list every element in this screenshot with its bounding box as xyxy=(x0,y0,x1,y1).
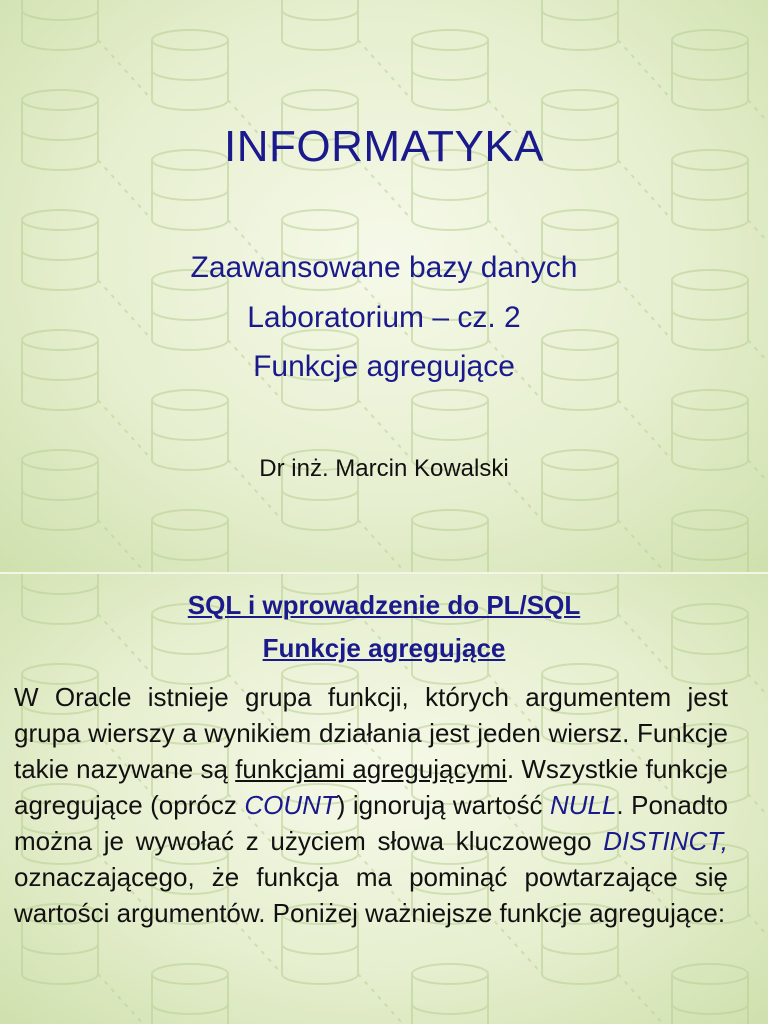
keyword-count: COUNT xyxy=(244,790,337,820)
text-run: W Oracle istnieje grupa funkcji, których argumentem jest grupa wierszy a wynikiem działania jest jeden wiersz. Funkcje takie nazywane są xyxy=(14,682,728,784)
text-run: ) ignorują wartość xyxy=(336,790,550,820)
content-slide xyxy=(0,574,768,1024)
text-run: . Wszystkie funkcje agregujące (oprócz xyxy=(14,754,728,820)
page-title: INFORMATYKA xyxy=(223,122,545,171)
text-run: . Ponadto można je wywołać z użyciem słowa kluczowego xyxy=(14,790,728,856)
keyword-distinct: DISTINCT, xyxy=(603,826,728,856)
section-subheading: Funkcje agregujące xyxy=(262,633,506,663)
subtitle-topic: Funkcje agregujące xyxy=(253,350,515,383)
section-heading: SQL i wprowadzenie do PL/SQL xyxy=(187,590,581,620)
subtitle-course: Zaawansowane bazy danych xyxy=(190,251,578,284)
text-run: oznaczającego, że funkcja ma pominąć powtarzające się wartości argumentów. Poniżej ważniejsze funkcje agregujące: xyxy=(14,862,728,928)
term-aggregate-functions: funkcjami agregującymi xyxy=(235,754,507,784)
subtitle-lab: Laboratorium – cz. 2 xyxy=(247,300,521,334)
keyword-null: NULL xyxy=(549,790,617,820)
body-paragraph xyxy=(14,679,728,931)
subtitle-block xyxy=(0,243,768,392)
author-name: Dr inż. Marcin Kowalski xyxy=(259,455,509,482)
